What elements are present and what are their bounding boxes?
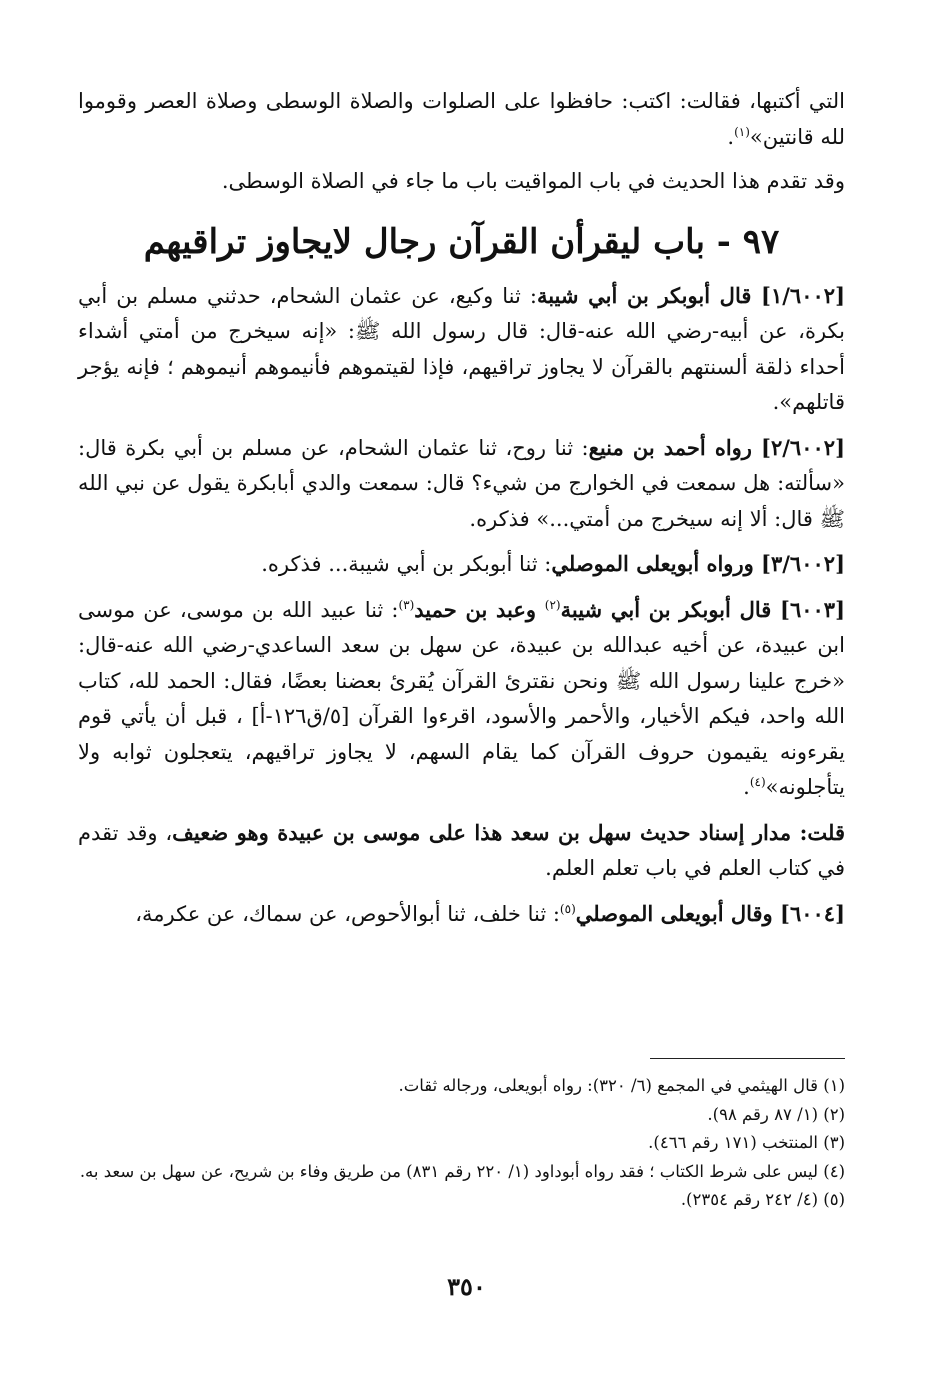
footnote-marker[interactable]: (٢) bbox=[544, 597, 561, 612]
footnote-marker[interactable]: (٤) bbox=[749, 775, 766, 789]
comment-bold: قلت: مدار إسناد حديث سهل بن سعد هذا على موسى بن عبيدة وهو ضعيف bbox=[172, 819, 845, 845]
hadith-6002-1 bbox=[78, 278, 845, 421]
footnote-3: (٣) المنتخب (١٧١ رقم ٤٦٦). bbox=[648, 1133, 845, 1152]
paragraph-end: . bbox=[743, 775, 750, 799]
footnote-marker[interactable]: (٣) bbox=[398, 597, 415, 612]
hadith-6004 bbox=[78, 896, 845, 933]
hadith-6002-3 bbox=[78, 546, 845, 583]
paragraph-text: وقد تقدم هذا الحديث في باب المواقيت باب ما جاء في الصلاة الوسطى. bbox=[221, 169, 845, 193]
footnotes bbox=[78, 1072, 845, 1215]
footnote-5: (٥) (٤/ ٢٤٢ رقم ٢٣٥٤). bbox=[680, 1190, 845, 1209]
hadith-source: [٦٠٠٤] وقال أبويعلى الموصلي bbox=[575, 900, 845, 926]
main-text bbox=[78, 84, 845, 941]
chapter-heading: ٩٧ - باب ليقرأن القرآن رجال لايجاوز تراقيهم bbox=[143, 221, 780, 262]
hadith-source: [٦٠٠٣] قال أبوبكر بن أبي شيبة bbox=[560, 596, 845, 622]
footnote-4: (٤) ليس على شرط الكتاب ؛ فقد رواه أبوداود (١/ ٢٢٠ رقم ٨٣١) من طريق وفاء بن شريح، عن سهل بن سعد به. bbox=[79, 1161, 845, 1181]
paragraph-note bbox=[78, 164, 845, 200]
footnote-divider bbox=[650, 1058, 845, 1059]
footnote-marker[interactable]: (٥) bbox=[559, 901, 576, 916]
author-comment bbox=[78, 815, 845, 887]
comment-text: ، وقد تقدم في كتاب العلم في باب تعلم العلم. bbox=[78, 820, 845, 880]
hadith-text: : ثنا روح، ثنا عثمان الشحام، عن مسلم بن أبي بكرة قال: «سألته: هل سمعت في الخوارج من شيء؟ قال: سمعت والدي أبابكرة يقول عن نبي الله ﷺ قال: ألا إنه سيخرج من أمتي...» فذكره. bbox=[78, 435, 845, 531]
hadith-6002-2 bbox=[78, 430, 845, 538]
footnote-2: (٢) (١/ ٨٧ رقم ٩٨). bbox=[707, 1104, 845, 1124]
hadith-source: [٢/٦٠٠٢] رواه أحمد بن منيع bbox=[588, 434, 845, 460]
hadith-text: : ثنا خلف، ثنا أبوالأحوص، عن سماك، عن عكرمة، bbox=[135, 901, 560, 926]
paragraph-text: التي أكتبها، فقالت: اكتب: حافظوا على الصلوات والصلاة الوسطى وصلاة العصر وقوموا لله قانتين» bbox=[78, 89, 845, 149]
hadith-text: : ثنا عبيد الله بن موسى، عن موسى ابن عبيدة، عن أخيه عبدالله بن عبيدة، عن سهل بن سعد الساعدي-رضي الله عنه-قال: «خرج علينا رسول الله ﷺ ونحن نقترئ القرآن يُقرئ بعضنا بعضًا، فقال: الحمد لله، كتاب الله واحد، فيكم الأخيار، والأحمر والأسود، اقرءوا القرآن [٥/ق١٢٦-أ] ، قبل أن يأتي قوم يقرءونه يقيمون حروف القرآن كما يقام السهم، لا يجاوز تراقيهم، يتعجلون ثوابه ولا يتأجلونه» bbox=[78, 597, 845, 799]
hadith-source: [١/٦٠٠٢] قال أبوبكر بن أبي شيبة bbox=[536, 282, 845, 308]
hadith-source-second: وعبد بن حميد bbox=[414, 596, 545, 622]
footnote-marker[interactable]: (١) bbox=[734, 124, 750, 139]
hadith-text: : ثنا وكيع، عن عثمان الشحام، حدثني مسلم بن أبي بكرة، عن أبيه-رضي الله عنه-قال: قال رسول الله ﷺ: «إنه سيخرج من أمتي أشداء أحداء ذلقة ألسنتهم بالقرآن لا يجاوز تراقيهم، فإذا لقيتموهم فأنيموهم أنيموهم ؛ فإنه يؤجر قاتلهم». bbox=[78, 283, 845, 414]
hadith-source: [٣/٦٠٠٢] ورواه أبويعلى الموصلي bbox=[551, 551, 845, 576]
hadith-6003 bbox=[78, 592, 845, 806]
footnote-1: (١) قال الهيثمي في المجمع (٦/ ٣٢٠): رواه أبويعلى، ورجاله ثقات. bbox=[398, 1076, 845, 1095]
hadith-text: : ثنا أبوبكر بن أبي شيبة... فذكره. bbox=[261, 552, 552, 576]
paragraph-continuation bbox=[78, 84, 845, 155]
page-number: ٣٥٠ bbox=[447, 1272, 486, 1301]
paragraph-end: . bbox=[727, 124, 735, 149]
